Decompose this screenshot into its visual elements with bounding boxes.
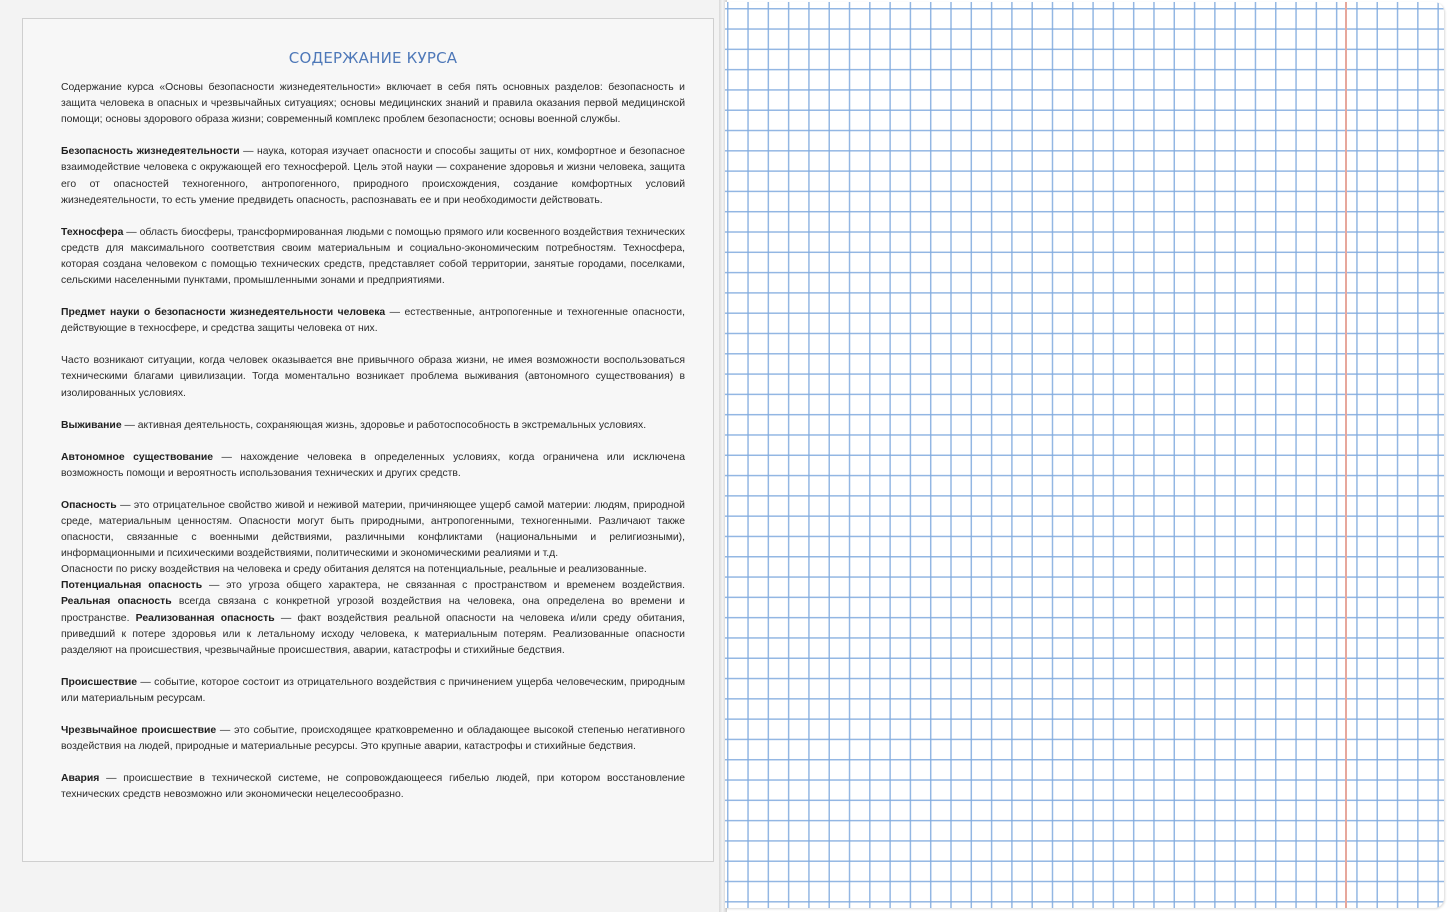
definition-text: — это угроза общего характера, не связанная с пространством и временем воздействия. (202, 580, 685, 592)
term: Опасность (61, 499, 117, 511)
term: Реализованная опасность (135, 612, 275, 624)
definition-emergency (61, 723, 685, 755)
term: Выживание (61, 419, 122, 431)
definition-text: всегда связана с конкретной угрозой воздействия на человека, она определена во времени и пространстве. (61, 596, 685, 624)
term: Реальная опасность (61, 596, 172, 608)
definition-survival (61, 418, 685, 434)
term: Автономное существование (61, 451, 214, 463)
definition-text: — событие, которое состоит из отрицательного воздействия с причинением ущерба человеческим, природным или материальным ресурсам. (61, 676, 685, 704)
definition-incident (61, 675, 685, 707)
definition-text: — область биосферы, трансформированная людьми с помощью прямого или косвенного воздействия технических средств для максимального соответствия своим материальным и социально-экономическим потребностям. Техносфера, которая создана человеком с помощью технических средств, представляет собой территории, занятые городами, поселками, сельскими населенными пунктами, промышленными зонами и предприятиями. (61, 226, 685, 287)
survival-paragraph: Часто возникают ситуации, когда человек оказывается вне привычного образа жизни, не имея возможности воспользоваться техническими благами цивилизации. Тогда моментально возникает проблема выживания (автономного существования) в изолированных условиях. (61, 355, 685, 399)
risk-paragraph: Опасности по риску воздействия на человека и среду обитания делятся на потенциальные, реальные и реализованные. (61, 564, 647, 576)
term: Предмет науки о безопасности жизнедеятельности человека (61, 307, 386, 319)
definition-text: — это событие, происходящее кратковременно и обладающее высокой степенью негативного воздействия на людей, природные и материальные ресурсы. Это крупные аварии, катастрофы и стихийные бедствия. (61, 725, 685, 753)
definition-danger (61, 498, 685, 562)
definition-text: — факт воздействия реальной опасности на человека и/или среду обитания, приведший к потере здоровья или к летальному исходу человека, к материальным потерям. Реализованные опасности разделяют на происшествия, чрезвычайные происшествия, аварии, катастрофы и стихийные бедствия. (61, 612, 685, 656)
definition-text: — нахождение человека в определенных условиях, когда ограничена или исключена возможность помощи и вероятность использования технических и других средств. (61, 451, 685, 479)
definition-accident (61, 771, 685, 803)
danger-types-paragraph (61, 578, 685, 658)
term: Безопасность жизнедеятельности (61, 146, 240, 158)
definition-text: — это отрицательное свойство живой и неживой материи, причиняющее ущерб самой материи: людям, природной среде, материальным ценностям. Опасности могут быть природными, антропогенными, техногенными. Различают также опасности, связанные с военными действиями, различными конфликтами (национальными и религиозными), информационными и психическими воздействиями, политическими и экономическими реалиями и т.д. (61, 499, 685, 560)
intro-paragraph: Содержание курса «Основы безопасности жизнедеятельности» включает в себя пять основных разделов: безопасность и защита человека в опасных и чрезвычайных ситуациях; основы медицинских знаний и правила оказания первой медицинской помощи; основы здорового образа жизни; современный комплекс проблем безопасности; основы военной службы. (61, 82, 685, 126)
definition-subject (61, 305, 685, 337)
term: Происшествие (61, 676, 138, 688)
margin-line (1345, 2, 1347, 908)
definition-autonomous (61, 450, 685, 482)
term: Чрезвычайное происшествие (61, 725, 217, 736)
definition-text: — происшествие в технической системе, не сопровождающееся гибелью людей, при котором восстановление технических средств невозможно или экономически нецелесообразно. (61, 773, 685, 801)
course-content (61, 50, 685, 819)
definition-text: — естественные, антропогенные и техногенные опасности, действующие в техносфере, и средства защиты человека от них. (61, 307, 685, 335)
left-page (0, 0, 722, 912)
definition-bzh (61, 144, 685, 208)
term: Авария (61, 773, 100, 785)
term: Техносфера (61, 226, 124, 238)
definition-technosphere (61, 225, 685, 289)
definition-text: — наука, которая изучает опасности и способы защиты от них, комфортное и безопасное взаимодействие человека с окружающей его техносферой. Цель этой науки — сохранение здоровья и жизни человека, защита его от опасностей техногенного, антропогенного, природного происхождения, создание комфортных условий жизнедеятельности, то есть умение предвидеть опасность, распознавать ее и при необходимости действовать. (61, 146, 685, 206)
grid-page (725, 2, 1444, 908)
definition-text: — активная деятельность, сохраняющая жизнь, здоровье и работоспособность в экстремальных условиях. (121, 419, 647, 431)
page-title: СОДЕРЖАНИЕ КУРСА (288, 49, 458, 67)
term: Потенциальная опасность (61, 580, 203, 592)
